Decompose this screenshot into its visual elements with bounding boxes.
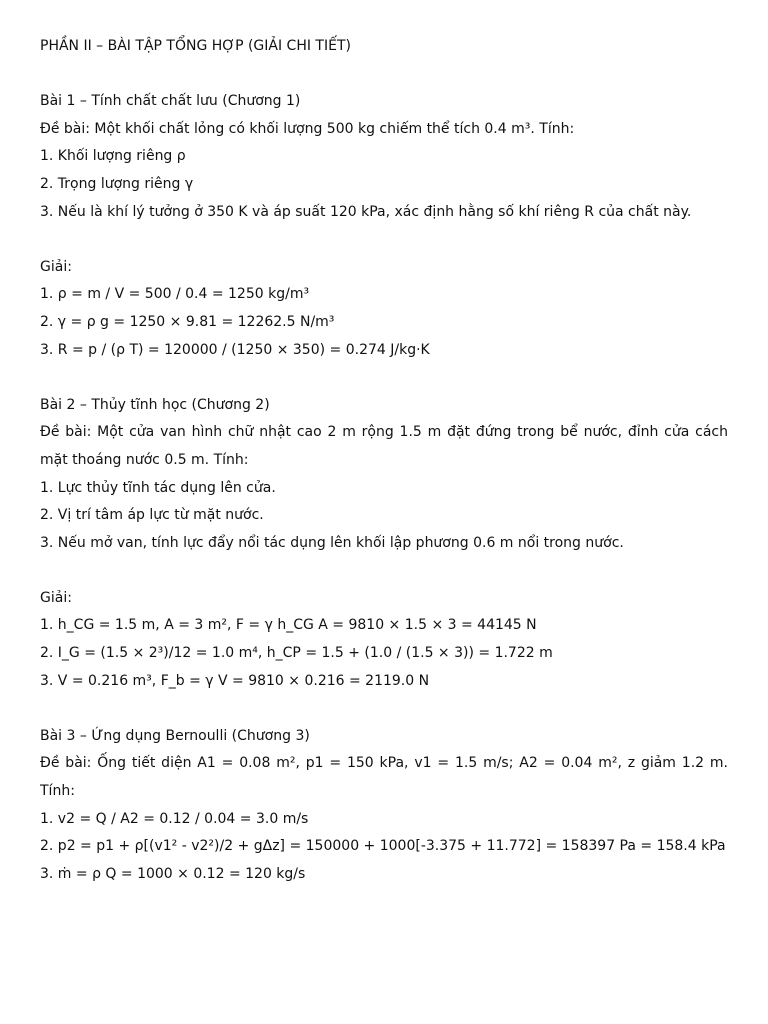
question-item: 2. Vị trí tâm áp lực từ mặt nước. [40, 507, 264, 524]
solution-item: 2. γ = ρ g = 1250 × 9.81 = 12262.5 N/m³ [40, 313, 335, 330]
spacer [40, 226, 728, 254]
problem-statement: Đề bài: Ống tiết diện A1 = 0.08 m², p1 = 150 kPa, v1 = 1.5 m/s; A2 = 0.04 m², z giảm 1.2 m. Tính: [40, 755, 728, 800]
problem-1 [40, 88, 728, 364]
section-heading: PHẦN II – BÀI TẬP TỔNG HỢP (GIẢI CHI TIẾT) [40, 38, 351, 54]
spacer [40, 695, 728, 723]
solution-item: 2. I_G = (1.5 × 2³)/12 = 1.0 m⁴, h_CP = 1.5 + (1.0 / (1.5 × 3)) = 1.722 m [40, 645, 553, 662]
solution-item: 3. R = p / (ρ T) = 120000 / (1250 × 350) = 0.274 J/kg·K [40, 341, 430, 358]
spacer [40, 557, 728, 585]
question-item: 3. Nếu mở van, tính lực đẩy nổi tác dụng lên khối lập phương 0.6 m nổi trong nước. [40, 534, 624, 551]
spacer [40, 61, 728, 89]
problem-2 [40, 392, 728, 696]
solution-item: 1. h_CG = 1.5 m, A = 3 m², F = γ h_CG A = 9810 × 1.5 × 3 = 44145 N [40, 617, 537, 634]
problem-title: Bài 3 – Ứng dụng Bernoulli (Chương 3) [40, 727, 310, 744]
solution-label: Giải: [40, 258, 72, 275]
spacer [40, 364, 728, 392]
problem-3 [40, 723, 728, 889]
problem-title: Bài 2 – Thủy tĩnh học (Chương 2) [40, 396, 270, 413]
question-item: 1. Khối lượng riêng ρ [40, 148, 186, 165]
problem-title: Bài 1 – Tính chất chất lưu (Chương 1) [40, 93, 301, 110]
solution-item: 3. V = 0.216 m³, F_b = γ V = 9810 × 0.216 = 2119.0 N [40, 672, 430, 689]
solution-item: 2. p2 = p1 + ρ[(v1² - v2²)/2 + gΔz] = 150000 + 1000[-3.375 + 11.772] = 158397 Pa = 158.4 kPa [40, 838, 726, 855]
problem-statement: Đề bài: Một khối chất lỏng có khối lượng 500 kg chiếm thể tích 0.4 m³. Tính: [40, 120, 575, 137]
question-item: 2. Trọng lượng riêng γ [40, 175, 194, 192]
problem-statement: Đề bài: Một cửa van hình chữ nhật cao 2 m rộng 1.5 m đặt đứng trong bể nước, đỉnh cửa cách mặt thoáng nước 0.5 m. Tính: [40, 424, 728, 468]
solution-item: 1. ρ = m / V = 500 / 0.4 = 1250 kg/m³ [40, 286, 310, 303]
solution-item: 1. v2 = Q / A2 = 0.12 / 0.04 = 3.0 m/s [40, 810, 309, 827]
solution-item: 3. ṁ = ρ Q = 1000 × 0.12 = 120 kg/s [40, 865, 306, 882]
document-page [40, 33, 728, 888]
question-item: 1. Lực thủy tĩnh tác dụng lên cửa. [40, 479, 276, 496]
question-item: 3. Nếu là khí lý tưởng ở 350 K và áp suất 120 kPa, xác định hằng số khí riêng R của chất này. [40, 203, 692, 220]
solution-label: Giải: [40, 589, 72, 606]
